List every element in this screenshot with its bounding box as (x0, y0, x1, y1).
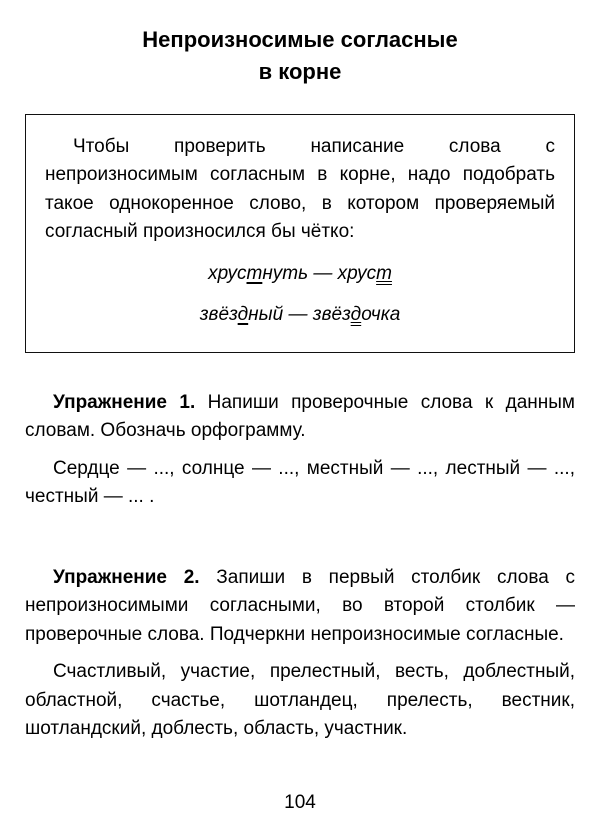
exercise-2-instruction: Запиши в первый столбик слова с непроизносимыми согласными, во второй столбик — проверочные слова. Подчеркни непроизносимые согласные. (25, 566, 575, 645)
check-letter: т (376, 262, 392, 284)
exercise-2-heading (25, 564, 575, 650)
orthogram-letter: д (237, 304, 249, 326)
page-number: 104 (284, 792, 316, 814)
example-segment: нуть — хрус (262, 262, 377, 284)
exercise-1-heading (25, 389, 575, 446)
rule-example-2 (45, 301, 555, 330)
exercise-1-instruction: Напиши проверочные слова к данным словам. Обозначь орфограмму. (25, 391, 575, 442)
exercise-1-label: Упражнение 1. (53, 391, 196, 413)
exercise-2 (25, 564, 575, 744)
rule-text: Чтобы проверить написание слова с непроизносимым согласным в корне, надо подобрать такое однокоренное слово, в котором проверяемый согласный произносился бы чётко: (45, 135, 555, 243)
exercise-1 (25, 389, 575, 512)
example-segment: хрус (208, 262, 247, 284)
page-title (25, 24, 575, 88)
example-segment: очка (361, 304, 401, 326)
exercise-1-task: Сердце — ..., солнце — ..., местный — ..., лестный — ..., честный — ... . (25, 457, 575, 508)
page-title-line-1: Непроизносимые согласные (142, 27, 458, 52)
check-letter: д (350, 304, 362, 326)
orthogram-letter: т (246, 262, 263, 284)
rule-example-1 (45, 260, 555, 289)
rule-box (25, 114, 575, 353)
exercise-2-task: Счастливый, участие, прелестный, весть, доблестный, областной, счастье, шотландец, прелесть, вестник, шотландский, доблесть, область, участник. (25, 661, 575, 740)
example-segment: ный — звёз (248, 304, 351, 326)
exercise-2-label: Упражнение 2. (53, 566, 200, 588)
page-title-line-2: в корне (258, 58, 342, 84)
example-segment: звёз (199, 304, 238, 326)
